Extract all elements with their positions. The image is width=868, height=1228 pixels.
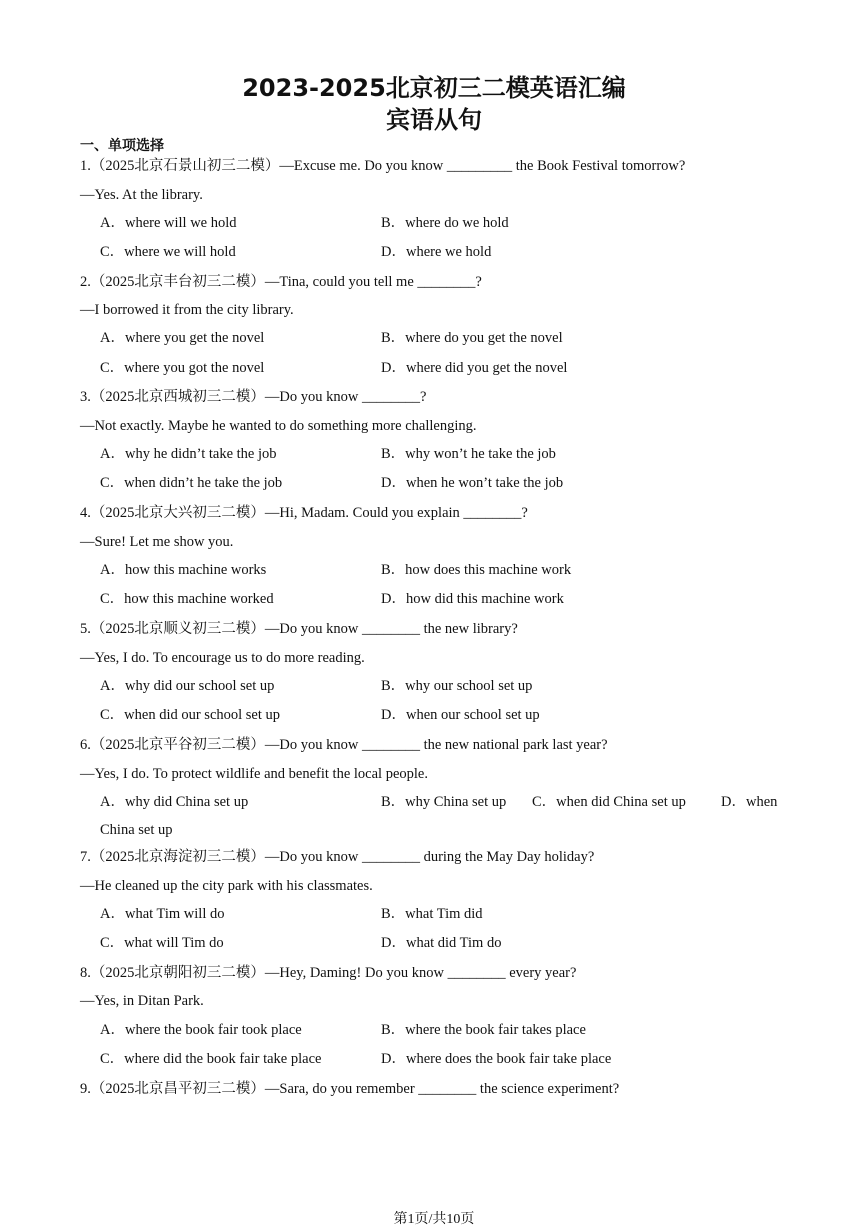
question-3: 3.（2025北京西城初三二模）—Do you know ________? [80, 389, 427, 405]
option-8d: D．where does the book fair take place [381, 1051, 612, 1067]
option-5a: A．why did our school set up [100, 678, 275, 694]
option-2a: A．where you get the novel [100, 330, 265, 346]
option-7a: A．what Tim will do [100, 906, 225, 922]
option-5c: C．when did our school set up [100, 707, 281, 723]
option-6d: D．when [721, 794, 778, 810]
answer-3: —Not exactly. Maybe he wanted to do something more challenging. [80, 418, 477, 434]
option-6d-continued: China set up [100, 822, 173, 838]
option-1a: A．where will we hold [100, 215, 237, 231]
question-5: 5.（2025北京顺义初三二模）—Do you know ________ the new library? [80, 621, 518, 637]
option-3d: D．when he won’t take the job [381, 475, 564, 491]
option-1c: C．where we will hold [100, 244, 236, 260]
answer-8: —Yes, in Ditan Park. [80, 993, 204, 1009]
answer-5: —Yes, I do. To encourage us to do more reading. [80, 650, 365, 666]
answer-7: —He cleaned up the city park with his classmates. [80, 878, 373, 894]
option-3b: B．why won’t he take the job [381, 446, 556, 462]
option-3c: C．when didn’t he take the job [100, 475, 283, 491]
question-9: 9.（2025北京昌平初三二模）—Sara, do you remember ________ the science experiment? [80, 1081, 620, 1097]
answer-6: —Yes, I do. To protect wildlife and benefit the local people. [80, 766, 428, 782]
option-5d: D．when our school set up [381, 707, 540, 723]
option-8a: A．where the book fair took place [100, 1022, 302, 1038]
option-6a: A．why did China set up [100, 794, 249, 810]
option-7d: D．what did Tim do [381, 935, 502, 951]
option-3a: A．why he didn’t take the job [100, 446, 277, 462]
option-4c: C．how this machine worked [100, 591, 274, 607]
option-2c: C．where you got the novel [100, 360, 265, 376]
answer-4: —Sure! Let me show you. [80, 534, 234, 550]
option-5b: B．why our school set up [381, 678, 533, 694]
option-2b: B．where do you get the novel [381, 330, 563, 346]
answer-1: —Yes. At the library. [80, 187, 203, 203]
option-6c: C．when did China set up [532, 794, 686, 810]
option-6b: B．why China set up [381, 794, 507, 810]
option-7c: C．what will Tim do [100, 935, 224, 951]
question-2: 2.（2025北京丰台初三二模）—Tina, could you tell me ________? [80, 274, 482, 290]
question-7: 7.（2025北京海淀初三二模）—Do you know ________ during the May Day holiday? [80, 849, 595, 865]
answer-2: —I borrowed it from the city library. [80, 302, 294, 318]
option-2d: D．where did you get the novel [381, 360, 568, 376]
document-subtitle: 宾语从句 [386, 106, 482, 134]
question-4: 4.（2025北京大兴初三二模）—Hi, Madam. Could you explain ________? [80, 505, 528, 521]
option-4b: B．how does this machine work [381, 562, 572, 578]
document-title: 2023-2025北京初三二模英语汇编 [242, 74, 626, 102]
question-6: 6.（2025北京平谷初三二模）—Do you know ________ the new national park last year? [80, 737, 608, 753]
option-4a: A．how this machine works [100, 562, 267, 578]
option-7b: B．what Tim did [381, 906, 483, 922]
question-8: 8.（2025北京朝阳初三二模）—Hey, Daming! Do you know ________ every year? [80, 965, 577, 981]
question-1: 1.（2025北京石景山初三二模）—Excuse me. Do you know _________ the Book Festival tomorrow? [80, 158, 686, 174]
section-heading: 一、单项选择 [80, 138, 164, 154]
page-footer: 第1页/共10页 [393, 1212, 475, 1227]
option-1d: D．where we hold [381, 244, 492, 260]
option-4d: D．how did this machine work [381, 591, 564, 607]
option-8c: C．where did the book fair take place [100, 1051, 322, 1067]
option-8b: B．where the book fair takes place [381, 1022, 586, 1038]
option-1b: B．where do we hold [381, 215, 509, 231]
